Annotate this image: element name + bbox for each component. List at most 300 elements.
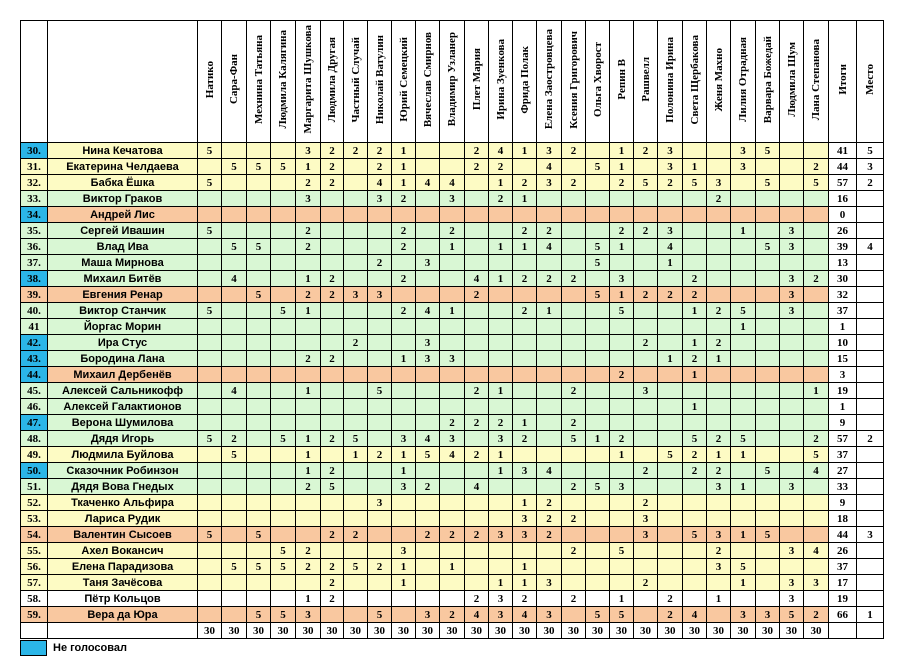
vote-cell: 5: [222, 447, 247, 463]
vote-cell: [562, 319, 586, 335]
participant-name: Сказочник Робинзон: [48, 463, 198, 479]
vote-cell: 2: [513, 175, 537, 191]
column-total: 30: [780, 623, 804, 639]
total-score: 1: [829, 399, 857, 415]
place: [857, 511, 884, 527]
vote-cell: 3: [489, 591, 513, 607]
vote-cell: [683, 383, 707, 399]
vote-cell: 5: [756, 175, 780, 191]
vote-cell: [756, 575, 780, 591]
vote-cell: [634, 159, 658, 175]
vote-cell: 1: [392, 351, 416, 367]
vote-cell: [465, 431, 489, 447]
table-row: [21, 431, 884, 447]
vote-cell: [344, 575, 368, 591]
place: [857, 255, 884, 271]
vote-cell: 2: [465, 591, 489, 607]
vote-cell: 2: [634, 223, 658, 239]
vote-cell: [756, 511, 780, 527]
vote-cell: [198, 335, 222, 351]
vote-cell: [296, 415, 321, 431]
vote-cell: 5: [247, 159, 271, 175]
vote-cell: [804, 207, 829, 223]
vote-cell: [440, 287, 465, 303]
vote-cell: [683, 559, 707, 575]
vote-cell: 3: [780, 575, 804, 591]
vote-cell: 2: [537, 271, 562, 287]
column-header-label: Полонина Ирина: [664, 36, 676, 123]
column-total: 30: [344, 623, 368, 639]
vote-cell: [440, 367, 465, 383]
vote-cell: 3: [780, 271, 804, 287]
vote-cell: 1: [586, 431, 610, 447]
vote-cell: 3: [707, 479, 731, 495]
vote-cell: 5: [247, 527, 271, 543]
vote-cell: [683, 495, 707, 511]
vote-cell: [344, 319, 368, 335]
vote-cell: [271, 367, 296, 383]
vote-cell: [368, 367, 392, 383]
vote-cell: 4: [222, 271, 247, 287]
row-number: 47.: [21, 415, 48, 431]
vote-cell: [634, 431, 658, 447]
vote-cell: [683, 191, 707, 207]
vote-cell: 4: [222, 383, 247, 399]
vote-cell: [465, 351, 489, 367]
place: [857, 463, 884, 479]
column-header-label: Людмила Другая: [326, 36, 338, 123]
total-score: 1: [829, 319, 857, 335]
vote-cell: [562, 255, 586, 271]
place: [857, 287, 884, 303]
vote-cell: [610, 255, 634, 271]
row-number: 35.: [21, 223, 48, 239]
vote-cell: [416, 159, 440, 175]
vote-cell: [392, 255, 416, 271]
vote-cell: [321, 543, 344, 559]
vote-cell: [707, 511, 731, 527]
vote-cell: [465, 223, 489, 239]
row-number: 54.: [21, 527, 48, 543]
vote-cell: 3: [537, 175, 562, 191]
column-total: 30: [756, 623, 780, 639]
table-row: [21, 271, 884, 287]
vote-cell: [198, 575, 222, 591]
vote-cell: 3: [440, 351, 465, 367]
table-row: [21, 287, 884, 303]
vote-cell: [610, 527, 634, 543]
vote-cell: 1: [296, 271, 321, 287]
vote-cell: 3: [707, 527, 731, 543]
vote-cell: 3: [513, 463, 537, 479]
table-row: [21, 351, 884, 367]
vote-cell: 1: [610, 143, 634, 159]
place: [857, 271, 884, 287]
vote-cell: [586, 143, 610, 159]
column-total: 30: [247, 623, 271, 639]
vote-cell: 2: [634, 575, 658, 591]
column-header: [683, 21, 707, 143]
table-row: [21, 511, 884, 527]
vote-cell: [634, 591, 658, 607]
vote-cell: 2: [804, 159, 829, 175]
vote-cell: [271, 351, 296, 367]
column-total: 30: [368, 623, 392, 639]
table-row: [21, 191, 884, 207]
vote-cell: 2: [610, 223, 634, 239]
column-total: 30: [537, 623, 562, 639]
vote-cell: [586, 511, 610, 527]
column-header: [368, 21, 392, 143]
vote-cell: 2: [296, 479, 321, 495]
vote-cell: [198, 367, 222, 383]
vote-cell: [271, 383, 296, 399]
vote-cell: [440, 399, 465, 415]
vote-cell: [247, 319, 271, 335]
vote-cell: [296, 527, 321, 543]
vote-cell: 5: [321, 479, 344, 495]
vote-cell: 2: [321, 591, 344, 607]
vote-cell: 1: [610, 287, 634, 303]
vote-cell: [416, 207, 440, 223]
vote-cell: [368, 575, 392, 591]
vote-cell: [513, 255, 537, 271]
vote-cell: [804, 559, 829, 575]
vote-cell: 1: [707, 591, 731, 607]
vote-cell: 1: [731, 447, 756, 463]
column-header: [321, 21, 344, 143]
column-header: [562, 21, 586, 143]
vote-cell: [513, 383, 537, 399]
vote-cell: 5: [562, 431, 586, 447]
vote-cell: [586, 303, 610, 319]
vote-cell: [465, 367, 489, 383]
place: [857, 223, 884, 239]
vote-cell: [731, 351, 756, 367]
vote-cell: [392, 399, 416, 415]
vote-cell: [296, 255, 321, 271]
vote-cell: [658, 495, 683, 511]
vote-cell: [780, 431, 804, 447]
participant-name: Таня Зачёсова: [48, 575, 198, 591]
column-total: 30: [271, 623, 296, 639]
vote-cell: [658, 543, 683, 559]
vote-cell: 3: [416, 335, 440, 351]
place: [857, 207, 884, 223]
vote-cell: 2: [683, 351, 707, 367]
vote-cell: [368, 271, 392, 287]
vote-cell: [489, 511, 513, 527]
vote-cell: [707, 607, 731, 623]
vote-cell: [198, 159, 222, 175]
column-header: [513, 21, 537, 143]
total-score: 0: [829, 207, 857, 223]
vote-cell: [416, 463, 440, 479]
vote-cell: 2: [707, 543, 731, 559]
column-header: [416, 21, 440, 143]
header-num: [21, 21, 48, 143]
vote-cell: 2: [321, 271, 344, 287]
row-number: 45.: [21, 383, 48, 399]
vote-cell: 4: [804, 543, 829, 559]
column-header-label: Варвара Божедай: [761, 35, 774, 124]
vote-cell: 2: [440, 607, 465, 623]
table-row: [21, 255, 884, 271]
column-total: 30: [658, 623, 683, 639]
vote-cell: 1: [683, 159, 707, 175]
column-header: [857, 21, 884, 143]
vote-cell: [658, 319, 683, 335]
row-number: 59.: [21, 607, 48, 623]
participant-name: Михаил Дербенёв: [48, 367, 198, 383]
vote-cell: 3: [368, 495, 392, 511]
participant-name: Сергей Ивашин: [48, 223, 198, 239]
vote-cell: 5: [610, 303, 634, 319]
vote-cell: [658, 527, 683, 543]
vote-cell: [489, 399, 513, 415]
total-score: 37: [829, 303, 857, 319]
vote-cell: [756, 223, 780, 239]
total-score: 13: [829, 255, 857, 271]
column-header-label: Женя Махно: [712, 47, 725, 112]
vote-cell: [247, 447, 271, 463]
vote-cell: [198, 239, 222, 255]
vote-cell: [247, 303, 271, 319]
vote-cell: 3: [513, 527, 537, 543]
vote-cell: 5: [731, 431, 756, 447]
row-number: 43.: [21, 351, 48, 367]
vote-cell: 2: [562, 175, 586, 191]
vote-cell: 1: [440, 559, 465, 575]
vote-cell: 5: [198, 431, 222, 447]
vote-cell: 1: [513, 575, 537, 591]
vote-cell: [368, 463, 392, 479]
vote-cell: [537, 287, 562, 303]
vote-cell: [804, 223, 829, 239]
vote-cell: [756, 255, 780, 271]
vote-cell: [247, 479, 271, 495]
vote-cell: [683, 207, 707, 223]
vote-cell: [198, 383, 222, 399]
vote-cell: [780, 383, 804, 399]
vote-cell: [222, 495, 247, 511]
vote-cell: 1: [513, 143, 537, 159]
row-number: 36.: [21, 239, 48, 255]
row-number: 32.: [21, 175, 48, 191]
table-row: [21, 319, 884, 335]
vote-cell: [296, 399, 321, 415]
vote-cell: 2: [416, 527, 440, 543]
column-header: [658, 21, 683, 143]
participant-name: Маша Мирнова: [48, 255, 198, 271]
vote-cell: [247, 431, 271, 447]
total-score: 26: [829, 223, 857, 239]
vote-cell: [368, 319, 392, 335]
vote-cell: [198, 351, 222, 367]
vote-cell: 2: [634, 495, 658, 511]
vote-cell: [296, 335, 321, 351]
table-row: [21, 335, 884, 351]
vote-cell: [368, 511, 392, 527]
vote-cell: 2: [296, 543, 321, 559]
vote-cell: 1: [707, 351, 731, 367]
vote-cell: 5: [368, 383, 392, 399]
column-header-label: Ирина Зуенкова: [494, 39, 507, 120]
vote-cell: [321, 367, 344, 383]
vote-cell: [562, 575, 586, 591]
vote-cell: 1: [392, 175, 416, 191]
vote-cell: [610, 319, 634, 335]
column-header: [804, 21, 829, 143]
vote-cell: [586, 591, 610, 607]
vote-cell: [780, 447, 804, 463]
vote-cell: [804, 287, 829, 303]
vote-cell: 2: [416, 479, 440, 495]
participant-name: Йоргас Морин: [48, 319, 198, 335]
vote-cell: [198, 479, 222, 495]
vote-cell: 2: [368, 559, 392, 575]
vote-cell: [416, 415, 440, 431]
vote-cell: [562, 159, 586, 175]
vote-cell: 1: [296, 303, 321, 319]
vote-cell: [440, 543, 465, 559]
vote-cell: [222, 591, 247, 607]
participant-name: Вера да Юра: [48, 607, 198, 623]
vote-cell: 1: [731, 223, 756, 239]
participant-name: Пётр Кольцов: [48, 591, 198, 607]
participant-name: Виктор Станчик: [48, 303, 198, 319]
vote-cell: 1: [296, 431, 321, 447]
participant-name: Бородина Лана: [48, 351, 198, 367]
column-total: 30: [683, 623, 707, 639]
vote-cell: 2: [562, 591, 586, 607]
vote-cell: [610, 511, 634, 527]
vote-cell: [271, 319, 296, 335]
vote-cell: 5: [683, 175, 707, 191]
participant-name: Ира Стус: [48, 335, 198, 351]
vote-cell: 5: [416, 447, 440, 463]
vote-cell: [222, 287, 247, 303]
place: [857, 191, 884, 207]
vote-cell: [247, 175, 271, 191]
column-header-label: Лана Степанова: [810, 38, 822, 121]
vote-cell: [271, 223, 296, 239]
vote-cell: [247, 143, 271, 159]
vote-cell: [707, 495, 731, 511]
vote-cell: [222, 319, 247, 335]
vote-cell: [247, 367, 271, 383]
row-number: 41: [21, 319, 48, 335]
vote-cell: [247, 495, 271, 511]
vote-cell: [537, 479, 562, 495]
vote-cell: 4: [440, 447, 465, 463]
participant-name: Ахел Вокансич: [48, 543, 198, 559]
vote-cell: 2: [392, 303, 416, 319]
vote-cell: 3: [344, 287, 368, 303]
vote-cell: [440, 143, 465, 159]
vote-cell: 3: [780, 287, 804, 303]
vote-cell: [416, 287, 440, 303]
vote-cell: [780, 399, 804, 415]
participant-name: Валентин Сысоев: [48, 527, 198, 543]
vote-cell: 4: [440, 175, 465, 191]
vote-cell: 2: [634, 463, 658, 479]
vote-cell: 3: [780, 479, 804, 495]
vote-cell: [707, 143, 731, 159]
column-total: 30: [465, 623, 489, 639]
vote-cell: 2: [634, 335, 658, 351]
vote-cell: [804, 191, 829, 207]
vote-cell: [756, 319, 780, 335]
vote-cell: [562, 607, 586, 623]
vote-cell: 2: [658, 287, 683, 303]
total-score: 26: [829, 543, 857, 559]
row-number: 42.: [21, 335, 48, 351]
vote-cell: [440, 319, 465, 335]
vote-cell: [634, 271, 658, 287]
participant-name: Алексей Сальникофф: [48, 383, 198, 399]
vote-cell: [321, 495, 344, 511]
vote-cell: [416, 383, 440, 399]
vote-cell: 1: [296, 447, 321, 463]
vote-cell: [707, 159, 731, 175]
vote-cell: [513, 287, 537, 303]
vote-cell: [489, 335, 513, 351]
vote-cell: [537, 191, 562, 207]
vote-cell: 1: [440, 239, 465, 255]
column-header: [707, 21, 731, 143]
vote-cell: [756, 495, 780, 511]
vote-cell: 1: [296, 463, 321, 479]
vote-cell: 1: [513, 415, 537, 431]
vote-cell: [586, 319, 610, 335]
vote-cell: [658, 559, 683, 575]
column-total: 30: [707, 623, 731, 639]
vote-cell: 4: [683, 607, 707, 623]
table-row: [21, 143, 884, 159]
vote-cell: [731, 383, 756, 399]
vote-cell: [634, 191, 658, 207]
vote-cell: [344, 159, 368, 175]
vote-cell: 2: [344, 143, 368, 159]
vote-cell: [222, 399, 247, 415]
column-total: 30: [416, 623, 440, 639]
vote-cell: [610, 383, 634, 399]
vote-cell: [562, 191, 586, 207]
table-row: [21, 575, 884, 591]
vote-cell: [271, 415, 296, 431]
vote-cell: [731, 463, 756, 479]
vote-cell: [198, 511, 222, 527]
column-header: [296, 21, 321, 143]
vote-cell: 2: [562, 511, 586, 527]
empty-cell: [829, 623, 857, 639]
vote-cell: [756, 431, 780, 447]
vote-cell: 5: [658, 447, 683, 463]
vote-cell: 5: [610, 543, 634, 559]
vote-cell: [804, 415, 829, 431]
vote-cell: [513, 543, 537, 559]
vote-cell: 2: [296, 175, 321, 191]
vote-cell: [465, 575, 489, 591]
vote-cell: 2: [440, 415, 465, 431]
participant-name: Людмила Буйлова: [48, 447, 198, 463]
place: [857, 399, 884, 415]
vote-cell: [707, 367, 731, 383]
vote-cell: [465, 207, 489, 223]
vote-cell: [658, 383, 683, 399]
vote-cell: [731, 415, 756, 431]
